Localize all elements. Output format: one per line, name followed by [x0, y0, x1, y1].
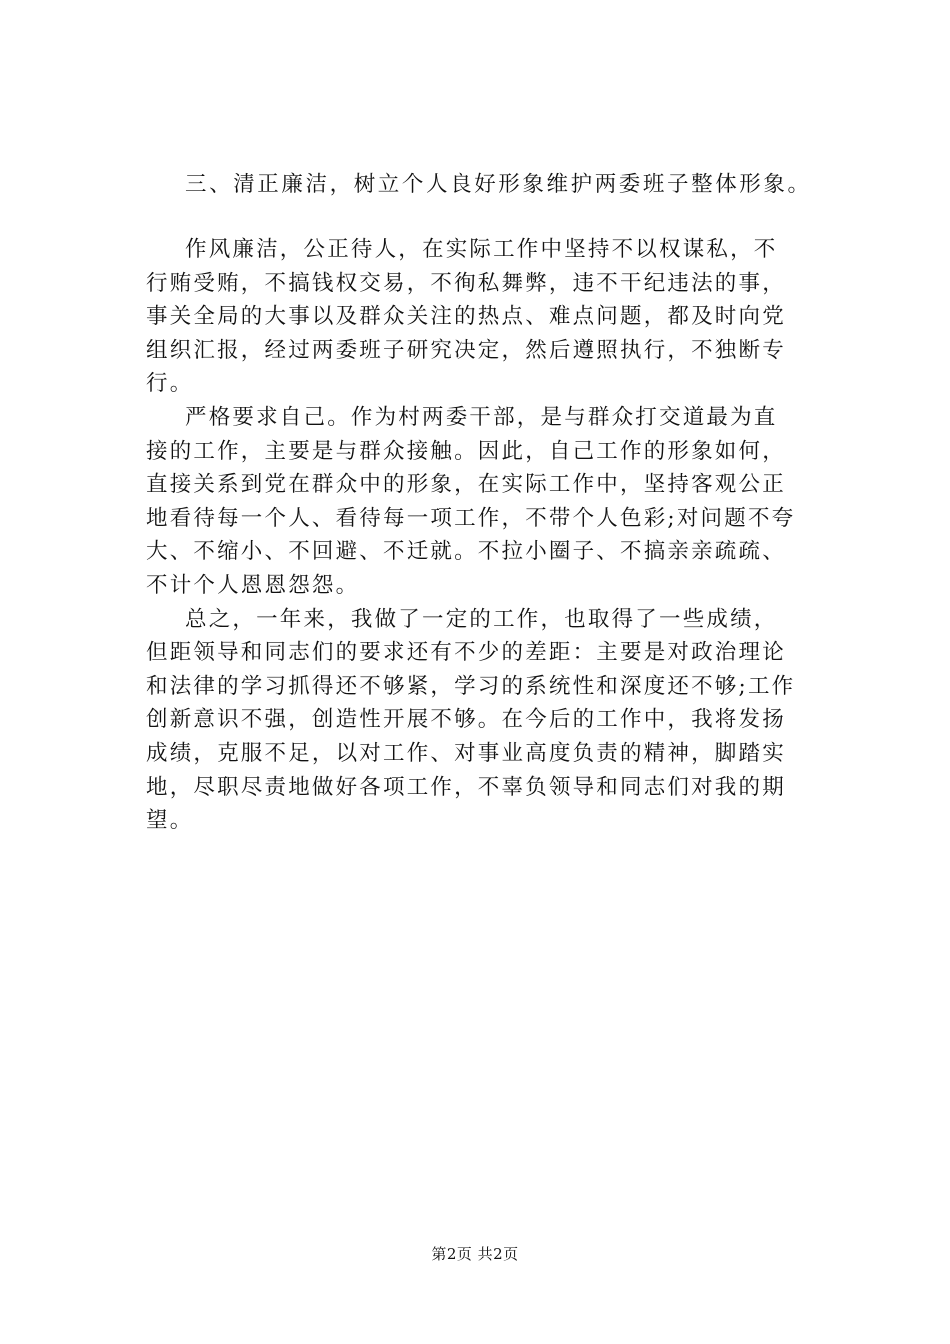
paragraph-summary — [146, 603, 846, 838]
paragraph-line: 但距领导和同志们的要求还有不少的差距：主要是对政治理论 — [146, 640, 786, 666]
paragraph-line: 直接关系到党在群众中的形象，在实际工作中，坚持客观公正 — [146, 472, 786, 498]
paragraph-line: 行。 — [146, 371, 194, 397]
paragraph-line: 地，尽职尽责地做好各项工作，不辜负领导和同志们对我的期 — [146, 774, 786, 800]
body-text — [146, 233, 846, 838]
paragraph-line: 和法律的学习抓得还不够紧，学习的系统性和深度还不够;工作 — [146, 673, 796, 699]
paragraph-self-discipline — [146, 401, 846, 603]
paragraph-line: 不计个人恩恩怨怨。 — [146, 572, 360, 598]
paragraph-line: 事关全局的大事以及群众关注的热点、难点问题，都及时向党 — [146, 304, 786, 330]
paragraph-integrity — [146, 233, 846, 401]
page-number-footer: 第2页 共2页 — [431, 1245, 519, 1263]
paragraph-line: 接的工作，主要是与群众接触。因此，自己工作的形象如何， — [146, 438, 786, 464]
paragraph-line: 行贿受贿，不搞钱权交易，不徇私舞弊，违不干纪违法的事， — [146, 270, 786, 296]
paragraph-line: 组织汇报，经过两委班子研究决定，然后遵照执行，不独断专 — [146, 337, 786, 363]
paragraph-line: 总之，一年来，我做了一定的工作，也取得了一些成绩， — [185, 606, 778, 632]
paragraph-line: 大、不缩小、不回避、不迁就。不拉小圈子、不搞亲亲疏疏、 — [146, 539, 786, 565]
paragraph-line: 成绩，克服不足，以对工作、对事业高度负责的精神，脚踏实 — [146, 740, 786, 766]
section-heading: 三、清正廉洁，树立个人良好形象维护两委班子整体形象。 — [185, 172, 812, 197]
paragraph-line: 严格要求自己。作为村两委干部，是与群众打交道最为直 — [185, 404, 778, 430]
paragraph-line: 望。 — [146, 808, 194, 834]
paragraph-line: 作风廉洁，公正待人，在实际工作中坚持不以权谋私，不 — [185, 237, 778, 262]
paragraph-line: 创新意识不强，创造性开展不够。在今后的工作中，我将发扬 — [146, 707, 786, 733]
paragraph-line: 地看待每一个人、看待每一项工作，不带个人色彩;对问题不夸 — [146, 505, 796, 531]
